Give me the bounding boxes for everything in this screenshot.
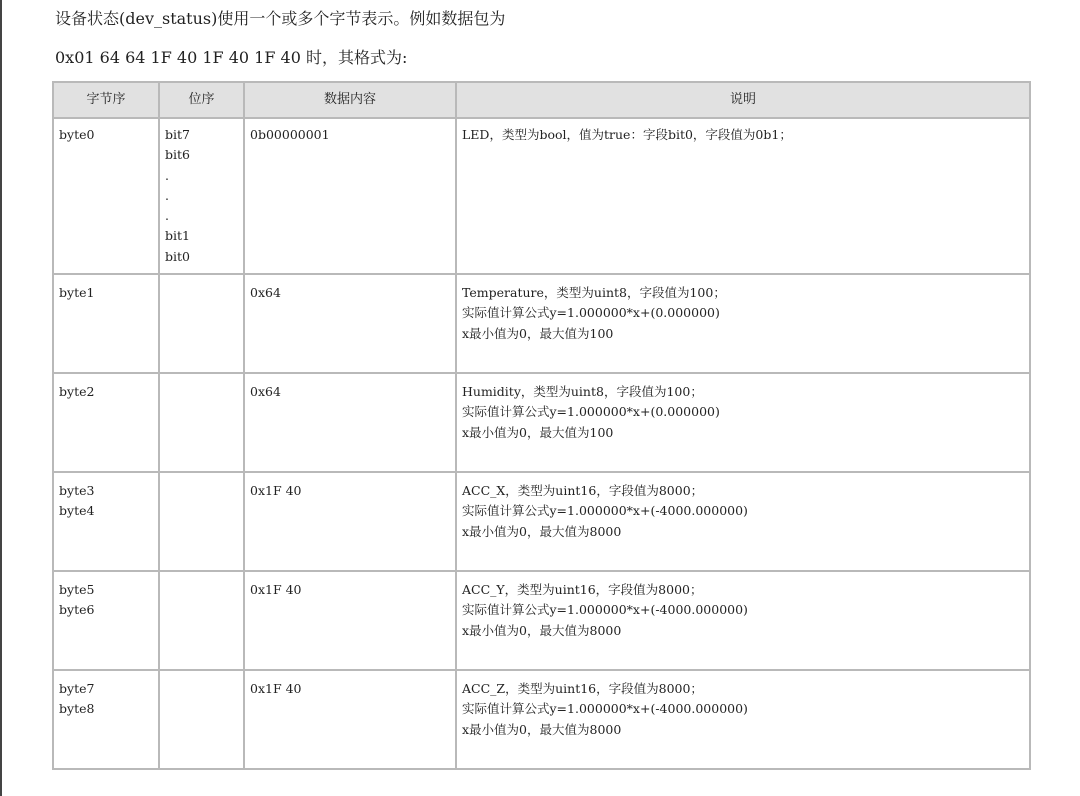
bit-order-cell-line: bit0 bbox=[165, 248, 190, 264]
data-content-cell: 0x64 bbox=[244, 274, 456, 373]
description-cell-line: x最小值为0，最大值为8000 bbox=[462, 622, 622, 638]
byte-order-cell-line: byte4 bbox=[59, 503, 95, 519]
description-cell-line: 实际值计算公式y=1.000000*x+(-4000.000000) bbox=[462, 602, 748, 618]
bit-order-cell bbox=[159, 373, 244, 472]
bit-order-cell bbox=[159, 670, 244, 769]
description-cell-line: x最小值为0，最大值为100 bbox=[462, 424, 614, 440]
bit-order-cell-line: bit7 bbox=[165, 127, 190, 142]
bit-order-cell-line: . bbox=[165, 208, 169, 224]
header-data-content: 数据内容 bbox=[244, 82, 456, 118]
bit-order-cell bbox=[159, 472, 244, 571]
byte-order-cell bbox=[53, 373, 159, 472]
table-row bbox=[53, 274, 1030, 373]
table-row bbox=[53, 118, 1030, 274]
dev-status-format-table bbox=[52, 81, 1031, 770]
bit-order-cell-line: bit6 bbox=[165, 147, 190, 163]
description-cell-line: 实际值计算公式y=1.000000*x+(-4000.000000) bbox=[462, 701, 748, 717]
table-row bbox=[53, 472, 1030, 571]
bit-order-cell-line: . bbox=[165, 187, 169, 203]
byte-order-cell-line: byte6 bbox=[59, 602, 95, 618]
table-row bbox=[53, 373, 1030, 472]
description-cell bbox=[456, 571, 1030, 670]
byte-order-cell bbox=[53, 118, 159, 274]
description-cell bbox=[456, 118, 1030, 274]
data-content-cell: 0x1F 40 bbox=[244, 472, 456, 571]
bit-order-cell-line: . bbox=[165, 167, 169, 183]
data-content-cell: 0x1F 40 bbox=[244, 571, 456, 670]
description-cell bbox=[456, 472, 1030, 571]
bit-order-cell bbox=[159, 571, 244, 670]
description-cell bbox=[456, 274, 1030, 373]
byte-order-cell bbox=[53, 274, 159, 373]
description-cell-line: ACC_Z，类型为uint16，字段值为8000； bbox=[462, 681, 703, 696]
description-cell bbox=[456, 670, 1030, 769]
description-cell-line: x最小值为0，最大值为8000 bbox=[462, 523, 622, 539]
header-bit-order: 位序 bbox=[159, 82, 244, 118]
description-cell-line: 实际值计算公式y=1.000000*x+(-4000.000000) bbox=[462, 503, 748, 519]
byte-order-cell bbox=[53, 670, 159, 769]
byte-order-cell-line: byte8 bbox=[59, 701, 95, 717]
page-left-border bbox=[0, 0, 2, 796]
table-row bbox=[53, 670, 1030, 769]
example-packet-line: 0x01 64 64 1F 40 1F 40 1F 40 时，其格式为: bbox=[55, 48, 408, 67]
bit-order-cell bbox=[159, 274, 244, 373]
header-byte-order: 字节序 bbox=[53, 82, 159, 118]
bit-order-cell bbox=[159, 118, 244, 274]
description-cell-line: 实际值计算公式y=1.000000*x+(0.000000) bbox=[462, 305, 720, 321]
byte-order-cell bbox=[53, 472, 159, 571]
data-content-cell: 0b00000001 bbox=[244, 118, 456, 274]
intro-paragraph: 设备状态(dev_status)使用一个或多个字节表示。例如数据包为 bbox=[55, 9, 506, 28]
data-content-cell: 0x1F 40 bbox=[244, 670, 456, 769]
table-header-row bbox=[53, 82, 1030, 118]
description-cell-line: Temperature，类型为uint8，字段值为100； bbox=[462, 285, 726, 300]
byte-order-cell-line: byte7 bbox=[59, 681, 95, 696]
description-cell-line: x最小值为0，最大值为100 bbox=[462, 325, 614, 341]
byte-order-cell-line: byte3 bbox=[59, 483, 95, 498]
byte-order-cell-line: byte0 bbox=[59, 127, 95, 142]
table-row bbox=[53, 571, 1030, 670]
header-description: 说明 bbox=[456, 82, 1030, 118]
description-cell bbox=[456, 373, 1030, 472]
description-cell-line: ACC_X，类型为uint16，字段值为8000； bbox=[462, 483, 704, 498]
description-cell-line: ACC_Y，类型为uint16，字段值为8000； bbox=[462, 582, 703, 597]
byte-order-cell-line: byte2 bbox=[59, 384, 95, 399]
bit-order-cell-line: bit1 bbox=[165, 228, 190, 244]
byte-order-cell-line: byte1 bbox=[59, 285, 95, 300]
description-cell-line: 实际值计算公式y=1.000000*x+(0.000000) bbox=[462, 404, 720, 420]
description-cell-line: LED，类型为bool，值为true：字段bit0，字段值为0b1； bbox=[462, 127, 792, 142]
description-cell-line: Humidity，类型为uint8，字段值为100； bbox=[462, 384, 703, 399]
byte-order-cell-line: byte5 bbox=[59, 582, 95, 597]
byte-order-cell bbox=[53, 571, 159, 670]
data-content-cell: 0x64 bbox=[244, 373, 456, 472]
description-cell-line: x最小值为0，最大值为8000 bbox=[462, 721, 622, 737]
